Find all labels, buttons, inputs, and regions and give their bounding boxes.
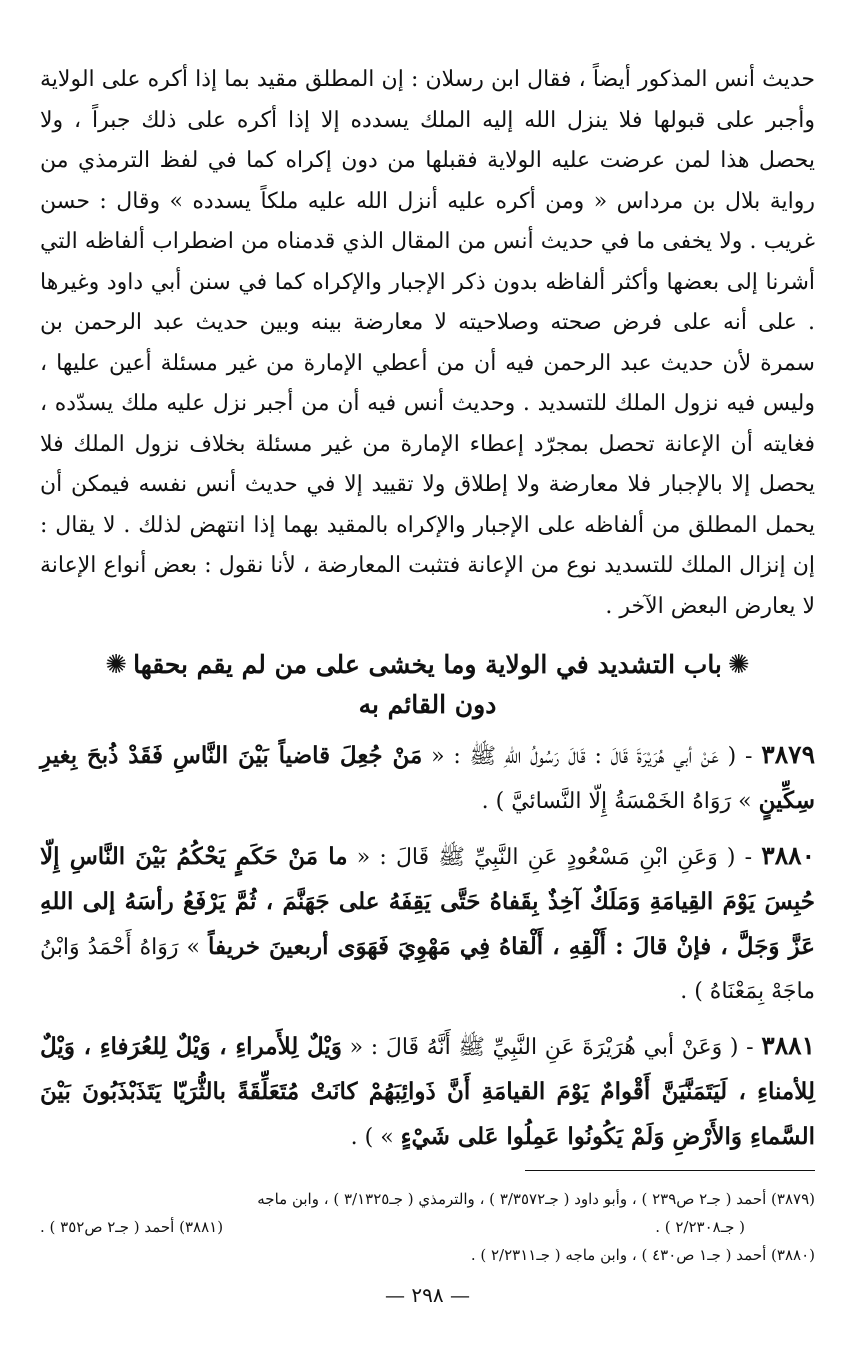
star-ornament-icon: ✺ — [727, 650, 750, 680]
hadith-intro: - ( وَعَنْ أبي هُرَيْرَةَ عَنِ النَّبِيِّ ﷺ أَنَّهُ قَالَ : « — [341, 1035, 762, 1060]
chapter-heading — [40, 645, 815, 725]
hadith-matn: مَنْ جُعِلَ قاضياً بَيْنَ النَّاسِ فَقَدْ ذُبحَ بِغيرِ سِكِّينٍ — [40, 742, 815, 814]
page-number: — ٢٩٨ — — [385, 1283, 470, 1307]
intro-paragraph: حديث أنس المذكور أيضاً ، فقال ابن رسلان : إن المطلق مقيد بما إذا أكره على الولاية وأجبر على قبولها فلا ينزل الله إليه الملك يسدده إلا إذا أكره على ذلك جبراً ، ولا يحصل هذا لمن عرضت عليه الولاية فقبلها من دون إكراه كما في لفظ الترمذي من رواية بلال بن مرداس « ومن أكره عليه أنزل الله عليه ملكاً يسدده » وقال : حسن غريب . ولا يخفى ما في حديث أنس من المقال الذي قدمناه من اضطراب ألفاظه التي أشرنا إلى بعضها وأكثر ألفاظه بدون ذكر الإجبار والإكراه كما في سنن أبي داود وغيرها . على أنه على فرض صحته وصلاحيته لا معارضة بينه وبين حديث عبد الرحمن بن سمرة لأن حديث عبد الرحمن فيه أن من أعطي الإمارة من غير مسئلة أعين عليها ، وليس فيه نزول الملك للتسديد . وحديث أنس فيه أن من أجبر نزل عليه ملك يسدّده ، فغايته أن الإعانة تحصل بمجرّد إعطاء الإمارة من غير مسئلة بخلاف نزول الملك فلا يحصل إلا بالإجبار فلا معارضة ولا إطلاق ولا تقييد إلا في حديث أنس نفسه فيمكن أن يحمل المطلق من ألفاظه على الإجبار والإكراه بالمقيد بهما إذا انتهض لذلك . لا يقال : إن إنزال الملك للتسديد نوع من الإعانة فتثبت المعارضة ، لأنا نقول : بعض أنواع الإعانة لا يعارض البعض الآخر . — [40, 67, 816, 619]
hadith-matn: ما مَنْ حَكَمٍ يَحْكُمُ بَيْنَ النَّاسِ إِلّا حُبِسَ يَوْمَ القِيامَةِ وَمَلَكٌ آخِذٌ بِقَفاهُ حَتَّى يَقِفَهُ على جَهَنَّمَ ، ثُمَّ يَرْفَعُ رأسَهُ إلى اللهِ عَزَّ وَجَلَّ ، فإنْ قالَ : أَلْقِهِ ، أَلْقاهُ فِي مَهْوِيَ فَهَوَى أربعينَ خريفاً — [40, 843, 815, 960]
footnote-3880: (٣٨٨٠) أحمد ( جـ١ ص٤٣٠ ) ، وابن ماجه ( جـ٢/٢٣١١ ) . — [470, 1246, 815, 1264]
chapter-title-line2: دون القائم به — [358, 690, 497, 719]
footnotes — [40, 1185, 815, 1269]
hadith-number: ٣٨٧٩ — [761, 740, 815, 769]
hadith-number: ٣٨٨٠ — [761, 841, 815, 870]
hadith-intro: - ( وَعَنِ ابْنِ مَسْعُودٍ عَنِ النَّبِيِّ ﷺ قَالَ : « — [347, 845, 762, 870]
footnote-row — [40, 1213, 815, 1241]
chapter-title-text1: باب التشديد في الولاية وما يخشى على من لم يقم بحقها — [133, 650, 722, 679]
hadith-outro: » رَوَاهُ أَحْمَدُ وَابْنُ ماجَهْ بِمَعْنَاهُ ) . — [40, 935, 815, 1004]
footnote-3881: (٣٨٨١) أحمد ( جـ٢ ص٣٥٢ ) . — [40, 1218, 224, 1236]
hadith-3879 — [40, 733, 815, 824]
star-ornament-icon: ✺ — [105, 650, 128, 680]
book-page — [40, 60, 815, 1307]
footnote-divider — [525, 1170, 815, 1171]
hadith-number: ٣٨٨١ — [761, 1031, 816, 1060]
hadith-3880 — [40, 834, 815, 1014]
hadith-intro: - ( عَنْ أبي هُرَيْرَةَ قَالَ : قَالَ رَسُولُ اللهِ ﷺ : « — [422, 744, 762, 769]
hadith-outro: » ) . — [350, 1125, 401, 1150]
chapter-title-line1 — [40, 645, 815, 685]
hadith-3881 — [40, 1024, 815, 1160]
hadith-outro: » رَوَاهُ الخَمْسَةُ إِلّا النَّسائيَّ ) . — [481, 789, 759, 814]
footnote-3879-continued: ( جـ٢/٢٣٠٨ ) . — [655, 1218, 745, 1236]
footnote-3879: (٣٨٧٩) أحمد ( جـ٢ ص٢٣٩ ) ، وأبو داود ( جـ٣/٣٥٧٢ ) ، والترمذي ( جـ٣/١٣٢٥ ) ، وابن ماجه — [257, 1190, 815, 1208]
hadith-matn: وَيْلٌ لِلأَمراءِ ، وَيْلٌ لِلعُرَفاءِ ، وَيْلٌ لِلأمناءِ ، لَيَتَمَنَّيَنَّ أَقْوامٌ يَوْمَ القيامَةِ أَنَّ ذَوائِبَهُمْ كانَتْ مُتَعَلِّقَةً بالثُّرَيّا يَتَذَبْذَبُونَ بَيْنَ السَّماءِ وَالأَرْضِ وَلَمْ يَكُونُوا عَمِلُوا عَلى شَيْءٍ — [40, 1033, 815, 1150]
